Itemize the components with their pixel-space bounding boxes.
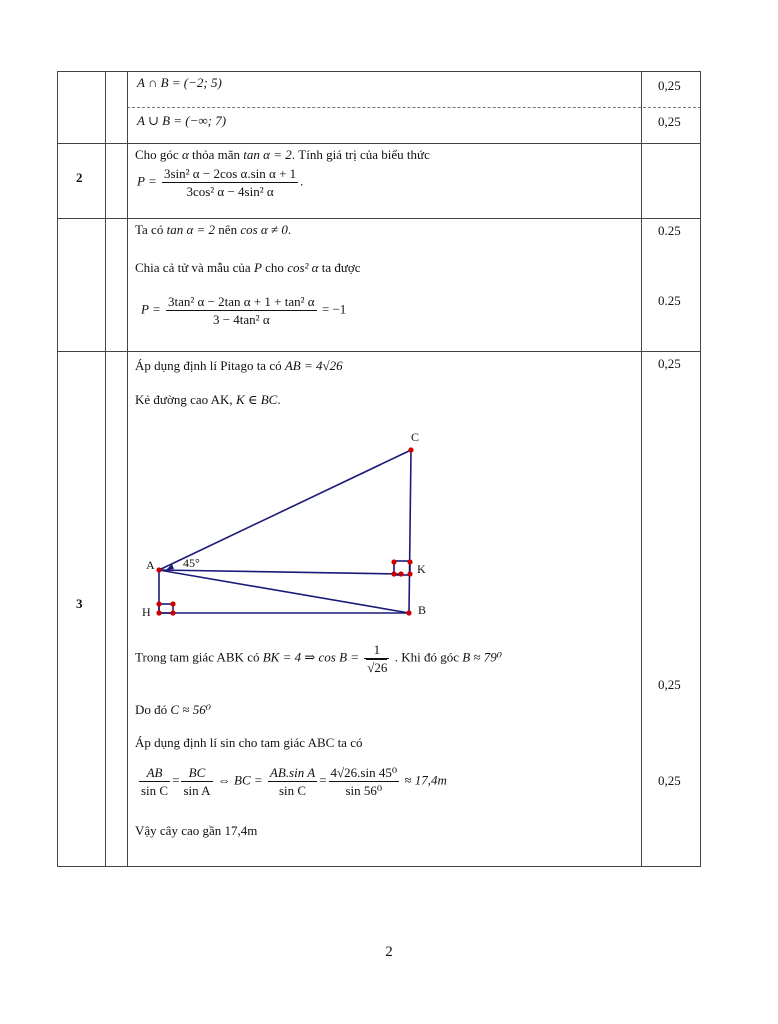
col-border <box>641 71 642 867</box>
score: 0,25 <box>658 114 681 129</box>
inner-divider <box>127 107 701 108</box>
table-bottom-border <box>57 866 701 867</box>
point-K2 <box>407 559 412 564</box>
table-top-border <box>57 71 701 72</box>
answer-line: Do đó C ≈ 56⁰ <box>135 702 211 717</box>
score: 0,25 <box>658 773 681 788</box>
col-border <box>127 71 128 867</box>
col-border <box>700 71 701 867</box>
point-K3 <box>391 559 396 564</box>
answer-equation: P = $\frac{\text{3tan² α − 2tan α + 1 + tan² α}}{\text{3 − 4tan² α}}$ = −1 <box>141 294 347 327</box>
set-union: A ∪ B = (−∞; 7) <box>137 113 227 128</box>
col-border <box>105 71 106 867</box>
answer-line: Trong tam giác ABK có BK = 4 ⇒ cos B = $\frac{1}{√26}$ . Khi đó góc B ≈ 79⁰ <box>135 642 503 675</box>
question-number: 3 <box>76 596 83 611</box>
segment-CB <box>409 450 411 613</box>
page-number: 2 <box>385 944 393 960</box>
score: 0,25 <box>658 356 681 371</box>
question-number: 2 <box>76 170 83 185</box>
answer-line: Áp dụng định lí sin cho tam giác ABC ta có <box>135 735 363 750</box>
expression-P: P = $\frac{\text{3sin² α − 2cos α.sin α + 1}}{\text{3cos² α − 4sin² α}}$ . <box>137 166 304 199</box>
point-H2 <box>170 610 175 615</box>
score: 0,25 <box>658 677 681 692</box>
point-H3 <box>170 601 175 606</box>
label-angle: 45° <box>183 556 200 570</box>
point-H <box>156 610 161 615</box>
point-K4 <box>391 571 396 576</box>
point-C <box>408 447 413 452</box>
question-prompt: Cho góc α thỏa mãn tan α = 2. Tính giá trị của biểu thức <box>135 147 430 162</box>
point-K <box>398 571 403 576</box>
answer-line: Áp dụng định lí Pitago ta có AB = 4√26 <box>135 358 343 373</box>
row-border <box>57 218 701 219</box>
label-H: H <box>142 605 151 619</box>
answer-line: Chia cả tử và mẫu của P cho cos² α ta được <box>135 260 361 275</box>
law-of-sines-equation: $\frac{AB}{\text{sin C}}$ = $\frac{BC}{\text{sin A}}$ ⇔ BC = $\frac{\text{AB.sin A}}{\text{sin C}}$ = $\frac{\text{4√26.sin 45⁰}}{\text{sin 56⁰}}$ ≈ 17,4m <box>141 765 447 798</box>
triangle-figure <box>130 420 450 630</box>
point-H4 <box>156 601 161 606</box>
score: 0,25 <box>658 78 681 93</box>
row-border <box>57 351 701 352</box>
label-C: C <box>411 430 420 444</box>
label-B: B <box>418 603 427 617</box>
answer-line: Kẻ đường cao AK, K ∈ BC. <box>135 392 281 407</box>
row-border <box>57 143 701 144</box>
answer-line: Ta có tan α = 2 nên cos α ≠ 0. <box>135 222 292 237</box>
label-A: A <box>146 558 155 572</box>
score: 0.25 <box>658 223 681 238</box>
label-K: K <box>417 562 426 576</box>
point-K5 <box>407 571 412 576</box>
point-A <box>156 567 161 572</box>
conclusion: Vậy cây cao gần 17,4m <box>135 823 258 838</box>
point-B <box>406 610 411 615</box>
segment-AK <box>159 570 401 574</box>
segment-AC <box>159 450 411 570</box>
col-border <box>57 71 58 867</box>
set-intersection: A ∩ B = (−2; 5) <box>137 75 222 90</box>
score: 0.25 <box>658 293 681 308</box>
segment-AB <box>159 570 409 613</box>
